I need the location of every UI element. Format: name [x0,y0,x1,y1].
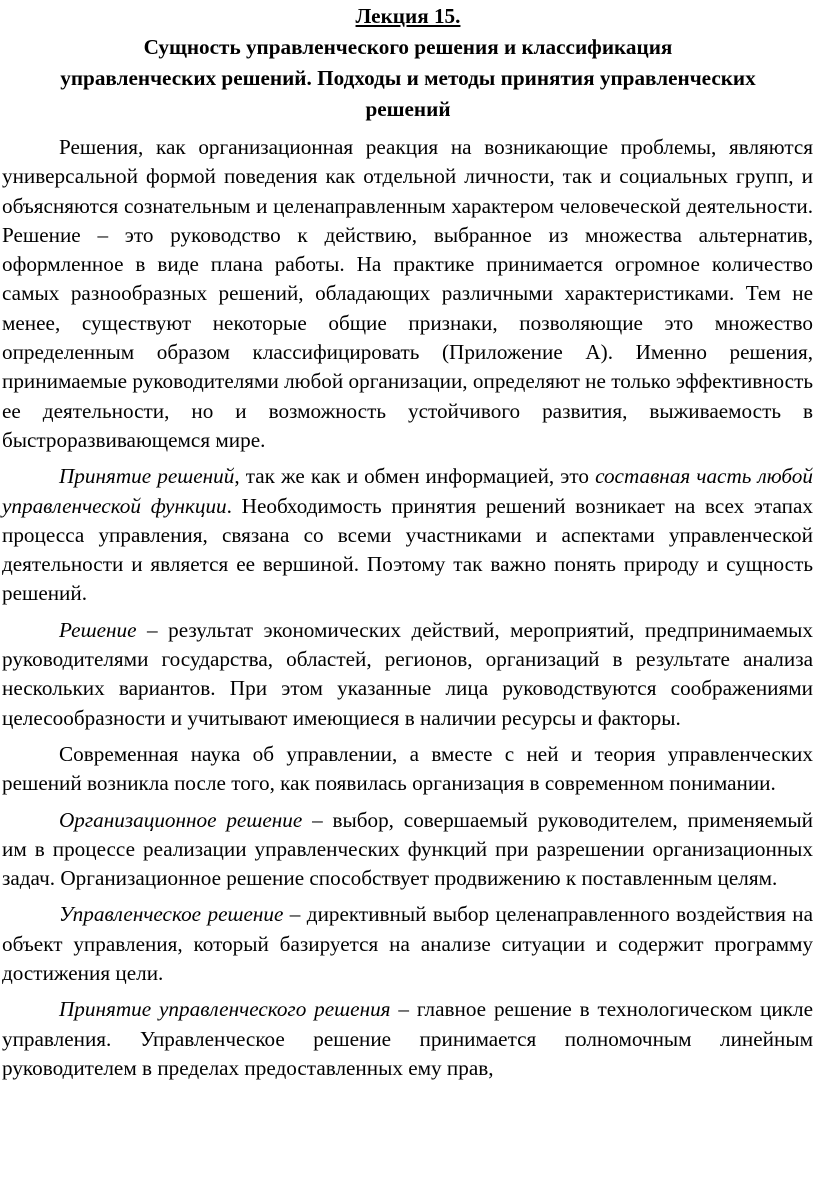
paragraph-text: , так же как и обмен информацией, это [234,464,596,489]
paragraph-term: Принятие решений [59,464,235,489]
paragraph [2,806,813,894]
paragraph [2,462,813,608]
paragraph [2,616,813,733]
paragraph-term: Принятие управленческого решения [59,997,391,1022]
paragraph [2,900,813,988]
lecture-number: Лекция 15. [355,4,461,28]
title-line: управленческих решений. Подходы и методы принятия управленческих [60,66,756,90]
page-title [0,32,816,125]
paragraph-term: Управленческое решение [59,902,284,927]
paragraph-text: – результат экономических действий, мероприятий, предпринимаемых руководителями государства, областей, регионов, организаций в результате анализа нескольких вариантов. При этом указанные лица руководствуются соображениями целесообразности и учитывают имеющиеся в наличии ресурсы и факторы. [2,617,813,730]
paragraph-text: . Необходимость принятия решений возникает на всех этапах процесса управления, связана со всеми участниками и аспектами управленческой деятельности и является ее вершиной. Поэтому так важно понять природу и сущность решений. [2,493,814,606]
paragraph-text: – главное решение в технологическом цикле управления. Управленческое решение принимается полномочным линейным руководителем в пределах предоставленных ему прав, [2,997,813,1080]
paragraph [2,740,813,799]
paragraph-term: Организационное решение [59,807,303,832]
paragraph-text: Решения, как организационная реакция на возникающие проблемы, являются универсальной формой поведения как отдельной личности, так и социальных групп, и объясняются сознательным и целенаправленным характером человеческой деятельности. Решение – это руководство к действию, выбранное из множества альтернатив, оформленное в виде плана работы. На практике принимается огромное количество самых разнообразных решений, обладающих различными характеристиками. Тем не менее, существуют некоторые общие признаки, позволяющие это множество определенным образом классифицировать (Приложение А). Именно решения, принимаемые руководителями любой организации, определяют не только эффективность ее деятельности, но и возможность устойчивого развития, выживаемость в быстроразвивающемся мире. [2,135,813,452]
paragraph-text: Современная наука об управлении, а вместе с ней и теория управленческих решений возникла после того, как появилась организация в современном понимании. [2,741,813,796]
paragraph [2,995,813,1083]
paragraph-term: Решение [59,617,137,642]
title-line: решений [365,97,451,121]
document-body [2,133,813,1090]
paragraph-text: – выбор, совершаемый руководителем, применяемый им в процессе реализации управленческих функций при разрешении организационных задач. Организационное решение способствует продвижению к поставленным целям. [2,807,813,891]
paragraph [2,133,813,455]
paragraph-term: составная часть любой управленческой функции [2,464,813,518]
title-line: Сущность управленческого решения и классификация [143,35,673,59]
paragraph-text: – директивный выбор целенаправленного воздействия на объект управления, который базируется на анализе ситуации и содержит программу достижения цели. [2,902,814,986]
